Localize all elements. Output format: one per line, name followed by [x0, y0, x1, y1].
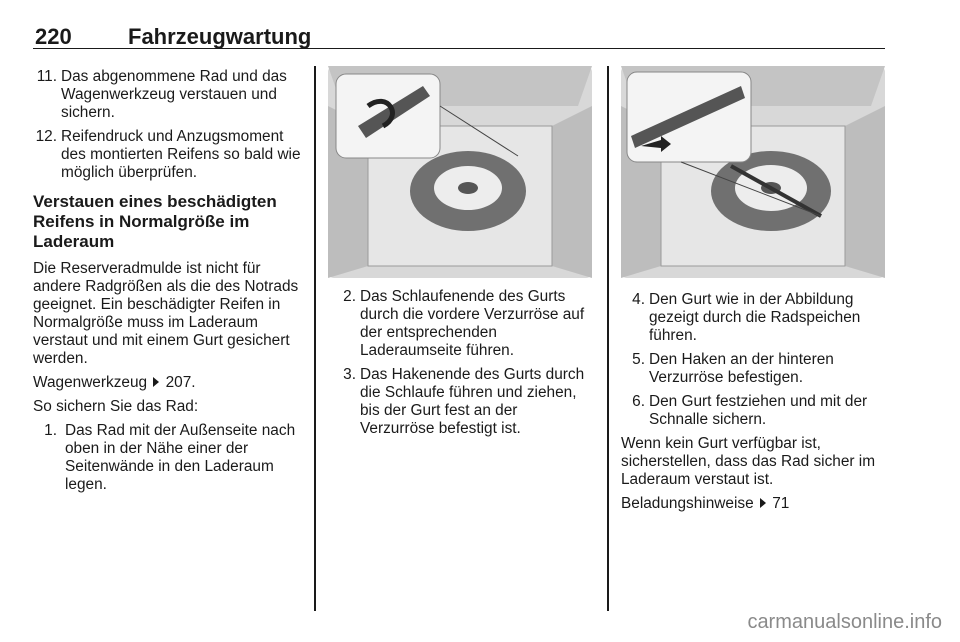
list-item: [621, 351, 885, 387]
page-header: [33, 22, 885, 49]
list-item: [332, 366, 594, 438]
illustration-strap-loop: [328, 66, 592, 278]
page-number: 220: [35, 24, 72, 49]
item-number: 5.: [632, 351, 645, 368]
column-2: [332, 288, 594, 444]
item-text: Den Haken an der hinteren Verzurröse befestigen.: [649, 351, 834, 386]
ref-page: 71: [772, 495, 790, 512]
ref-text: Beladungshinweise: [621, 495, 754, 512]
list-item: [621, 393, 885, 429]
column-1: [33, 68, 301, 500]
ref-page: 207.: [165, 374, 196, 391]
column-3: [621, 291, 885, 519]
cross-reference: [33, 374, 301, 392]
list-item: [621, 291, 885, 345]
item-number: 11.: [36, 68, 57, 85]
item-number: 1.: [44, 422, 57, 439]
item-number: 2.: [343, 288, 356, 305]
item-text: Das Hakenende des Gurts durch die Schlaufe führen und ziehen, bis der Gurt fest an der Verzurröse befestigt ist.: [360, 366, 585, 437]
list-item: [33, 422, 301, 494]
cross-reference: [621, 495, 885, 513]
arrow-right-icon: [153, 377, 159, 387]
item-number: 3.: [343, 366, 356, 383]
section-heading: Verstauen eines beschädigten Reifens in Normalgröße im Laderaum: [33, 192, 277, 251]
item-text: Den Gurt festziehen und mit der Schnalle sichern.: [649, 393, 868, 428]
ref-text: Wagenwerkzeug: [33, 374, 148, 391]
list-item: [33, 68, 301, 122]
item-text: Das Schlaufenende des Gurts durch die vordere Verzurröse auf der entsprechenden Laderaumseite führen.: [360, 288, 585, 359]
item-number: 4.: [632, 291, 645, 308]
list-item: [332, 288, 594, 360]
item-number: 12.: [35, 128, 57, 145]
illustration-strap-hook: [621, 66, 885, 278]
arrow-right-icon: [760, 498, 766, 508]
column-divider-left: [314, 66, 316, 611]
column-divider-right: [607, 66, 609, 611]
paragraph: Die Reserveradmulde ist nicht für andere Radgrößen als die des Notrads geeignet. Ein beschädigter Reifen in Normalgröße muss im Laderaum verstaut und mit einem Gurt gesichert werden.: [33, 260, 299, 367]
paragraph: Wenn kein Gurt verfügbar ist, sicherstellen, dass das Rad sicher im Laderaum verstaut ist.: [621, 435, 876, 488]
item-text: Das abgenommene Rad und das Wagenwerkzeug verstauen und sichern.: [61, 68, 287, 121]
list-item: [33, 128, 301, 182]
watermark: carmanualsonline.info: [747, 611, 942, 633]
chapter-title: Fahrzeugwartung: [128, 24, 312, 49]
item-text: Das Rad mit der Außenseite nach oben in der Nähe einer der Seitenwände in den Laderaum legen.: [65, 422, 296, 493]
paragraph: So sichern Sie das Rad:: [33, 398, 199, 415]
item-text: Den Gurt wie in der Abbildung gezeigt durch die Radspeichen führen.: [649, 291, 861, 344]
item-number: 6.: [632, 393, 645, 410]
item-text: Reifendruck und Anzugsmoment des montierten Reifens so bald wie möglich überprüfen.: [61, 128, 301, 181]
